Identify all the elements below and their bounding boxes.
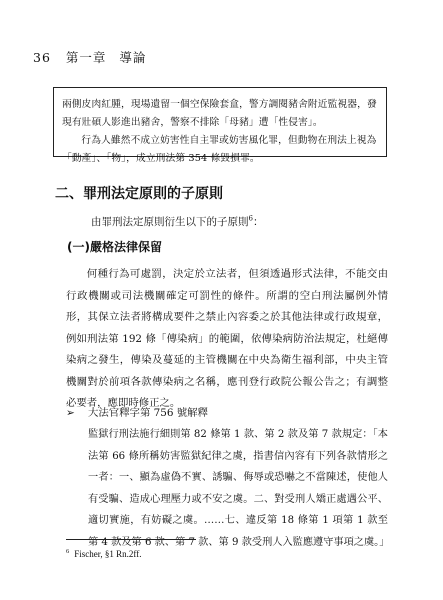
section-intro: [91, 214, 263, 229]
case-box-paragraph: 行為人雖然不成立妨害性自主罪或妨害風化罪，但動物在刑法上視為「動產」、「物」，成立刑法第 354 條毀損罪。: [62, 135, 377, 164]
footnote-ref: 6: [248, 214, 253, 223]
bullet-arrow-icon: ➢: [66, 407, 75, 419]
section-intro-text: 由罪刑法定原則衍生以下的子原則: [91, 216, 249, 228]
bullet-text: 大法官釋字第 756 號解釋: [88, 407, 208, 419]
bullet-item: [66, 403, 396, 423]
chapter-label: 第一章: [65, 50, 107, 65]
case-box: [53, 87, 387, 164]
footnote-number: 6: [66, 548, 70, 555]
body-text: [66, 264, 388, 415]
footnote: [66, 548, 141, 559]
case-box-paragraph: 兩側皮肉紅腫，現場遺留一個空保險套盒，警方調閱豬舍附近監視器，發現有壯碩人影進出豬舍，警察不排除「母豬」遭「性侵害」。: [62, 99, 377, 128]
block-quote: [88, 424, 388, 554]
running-header: [33, 48, 146, 66]
footnote-divider: [66, 539, 196, 540]
section-intro-end: ：: [252, 216, 264, 228]
page-number: 36: [33, 50, 51, 65]
section-heading: 二、罪刑法定原則的子原則: [55, 186, 223, 202]
subsection-heading: (一)嚴格法律保留: [67, 240, 162, 254]
footnote-text: Fischer, §1 Rn.2ff.: [74, 549, 142, 559]
chapter-title: 導論: [119, 50, 147, 65]
body-paragraph: 何種行為可處罰，決定於立法者，但須透過形式法律，不能交由行政機關或司法機關確定可罰性的條件。所謂的空白刑法屬例外情形，其保立法者將構成要件之禁止內容委之於其他法律或行政規章，例如刑法第 192 條「傳染病」的範圍，依傳染病防治法規定，杜絕傳染病之發生，傳染及蔓延的主管機關在中央為衛生福利部，中央主管機關對於前項各款傳染病之名稱，應刊登行政院公報公告之；有調整必要者，應即時修正之。: [66, 268, 388, 409]
quote-paragraph: 監獄行刑法施行細則第 82 條第 1 款、第 2 款及第 7 款規定：「本法第 66 條所稱妨害監獄紀律之虞，指書信內容有下列各款情形之一者：一、顯為虛偽不實、誘騙、侮辱或恐嚇之不當陳述，使他人有受騙、造成心理壓力或不安之虞。二、對受刑人矯正處遇公平、適切實施，有妨礙之虞。……七、違反第 18 條第 1 項第 1 款至第 4 款及第 6 款、第 7 款、第 9 款受刑人入監應遵守事項之虞。」: [88, 429, 390, 548]
